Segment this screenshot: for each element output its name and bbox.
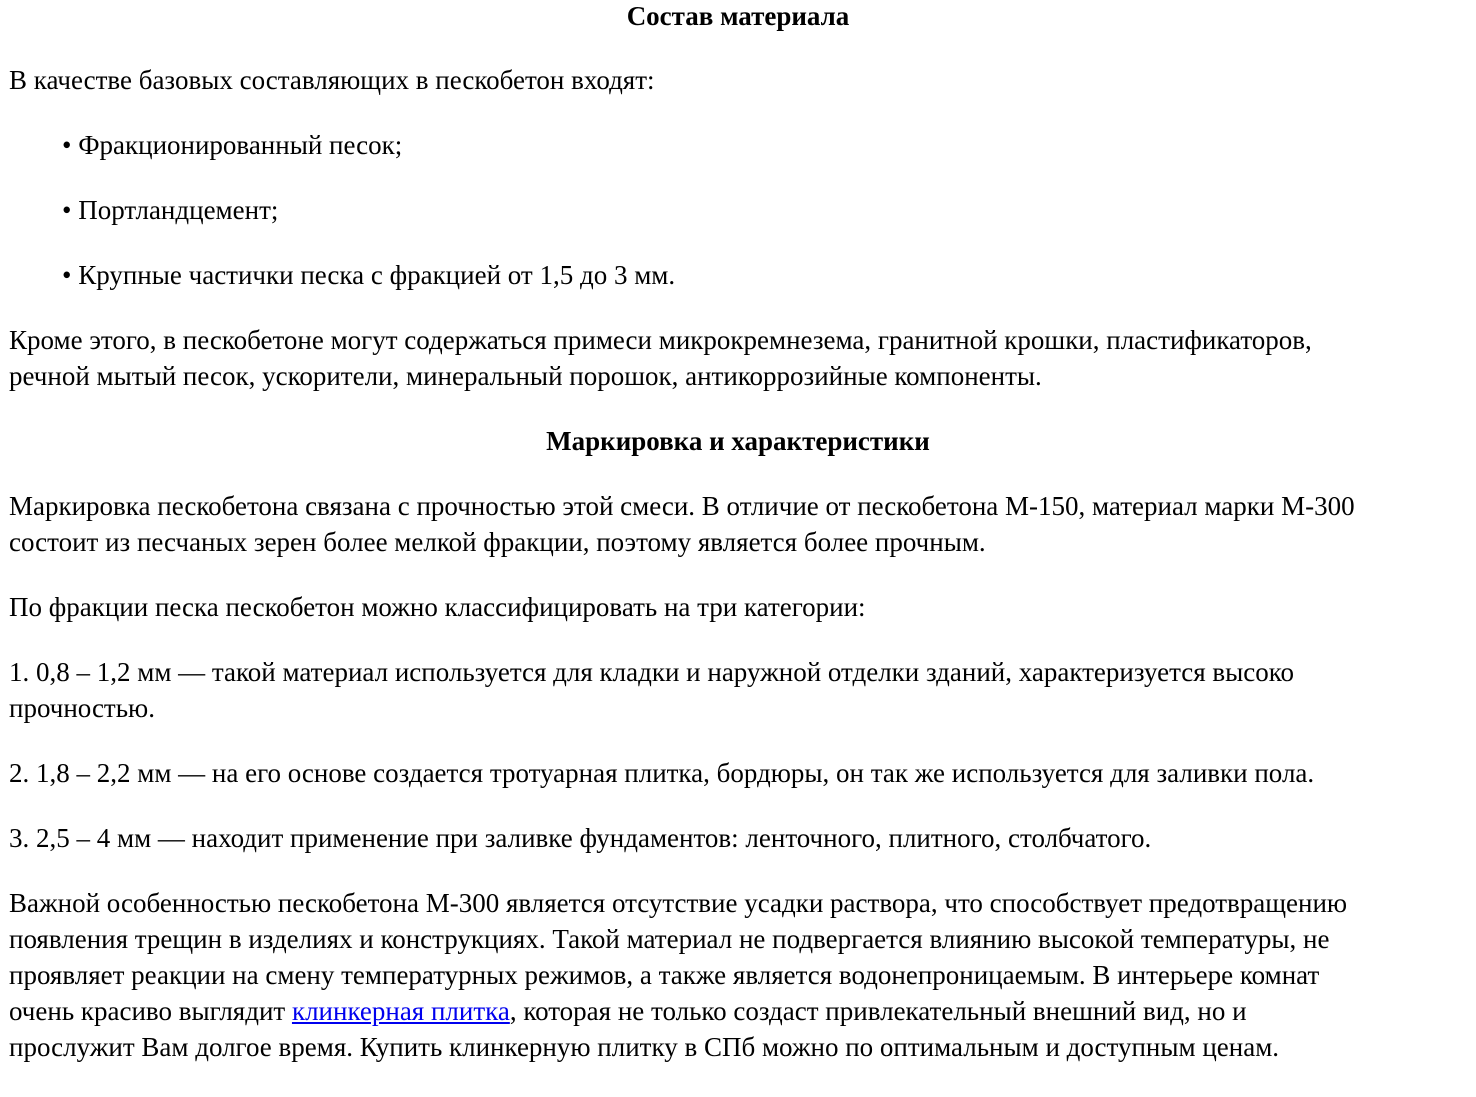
classify-paragraph: По фракции песка пескобетон можно классифицировать на три категории: <box>9 592 866 622</box>
category-3: 3. 2,5 – 4 мм — находит применение при заливке фундаментов: ленточного, плитного, столбчатого. <box>9 823 1152 853</box>
list-item: • Крупные частички песка с фракцией от 1,5 до 3 мм. <box>62 260 676 290</box>
feature-paragraph-line: прослужит Вам долгое время. Купить клинкерную плитку в СПб можно по оптимальным и доступным ценам. <box>9 1032 1280 1062</box>
feature-text-after-link: , которая не только создаст привлекательный внешний вид, но и <box>509 996 1247 1026</box>
list-item: • Фракционированный песок; <box>62 130 403 160</box>
feature-text-before-link: очень красиво выглядит <box>9 996 292 1026</box>
category-1-line: прочностью. <box>9 693 155 723</box>
marking-paragraph-line: Маркировка пескобетона связана с прочностью этой смеси. В отличие от пескобетона М-150, материал марки М-300 <box>9 491 1355 521</box>
clinker-tile-link[interactable]: клинкерная плитка <box>291 996 510 1026</box>
additives-paragraph-line: речной мытый песок, ускорители, минеральный порошок, антикоррозийные компоненты. <box>9 361 1042 391</box>
category-2: 2. 1,8 – 2,2 мм — на его основе создается тротуарная плитка, бордюры, он так же используется для заливки пола. <box>9 758 1315 788</box>
heading-marking: Маркировка и характеристики <box>546 426 930 456</box>
intro-paragraph: В качестве базовых составляющих в пескобетон входят: <box>9 65 655 95</box>
marking-paragraph-line: состоит из песчаных зерен более мелкой фракции, поэтому является более прочным. <box>9 527 986 557</box>
additives-paragraph-line: Кроме этого, в пескобетоне могут содержаться примеси микрокремнезема, гранитной крошки, пластификаторов, <box>9 325 1312 355</box>
feature-paragraph-line: проявляет реакции на смену температурных режимов, а также является водонепроницаемым. В интерьере комнат <box>9 960 1320 990</box>
feature-paragraph-line: появления трещин в изделиях и конструкциях. Такой материал не подвергается влиянию высокой температуры, не <box>9 924 1330 954</box>
heading-composition: Состав материала <box>626 1 850 31</box>
list-item: • Портландцемент; <box>62 195 279 225</box>
category-1-line: 1. 0,8 – 1,2 мм — такой материал используется для кладки и наружной отделки зданий, характеризуется высоко <box>9 657 1294 687</box>
feature-paragraph-line: Важной особенностью пескобетона М-300 является отсутствие усадки раствора, что способствует предотвращению <box>9 888 1348 918</box>
feature-paragraph-line <box>9 993 1247 1029</box>
